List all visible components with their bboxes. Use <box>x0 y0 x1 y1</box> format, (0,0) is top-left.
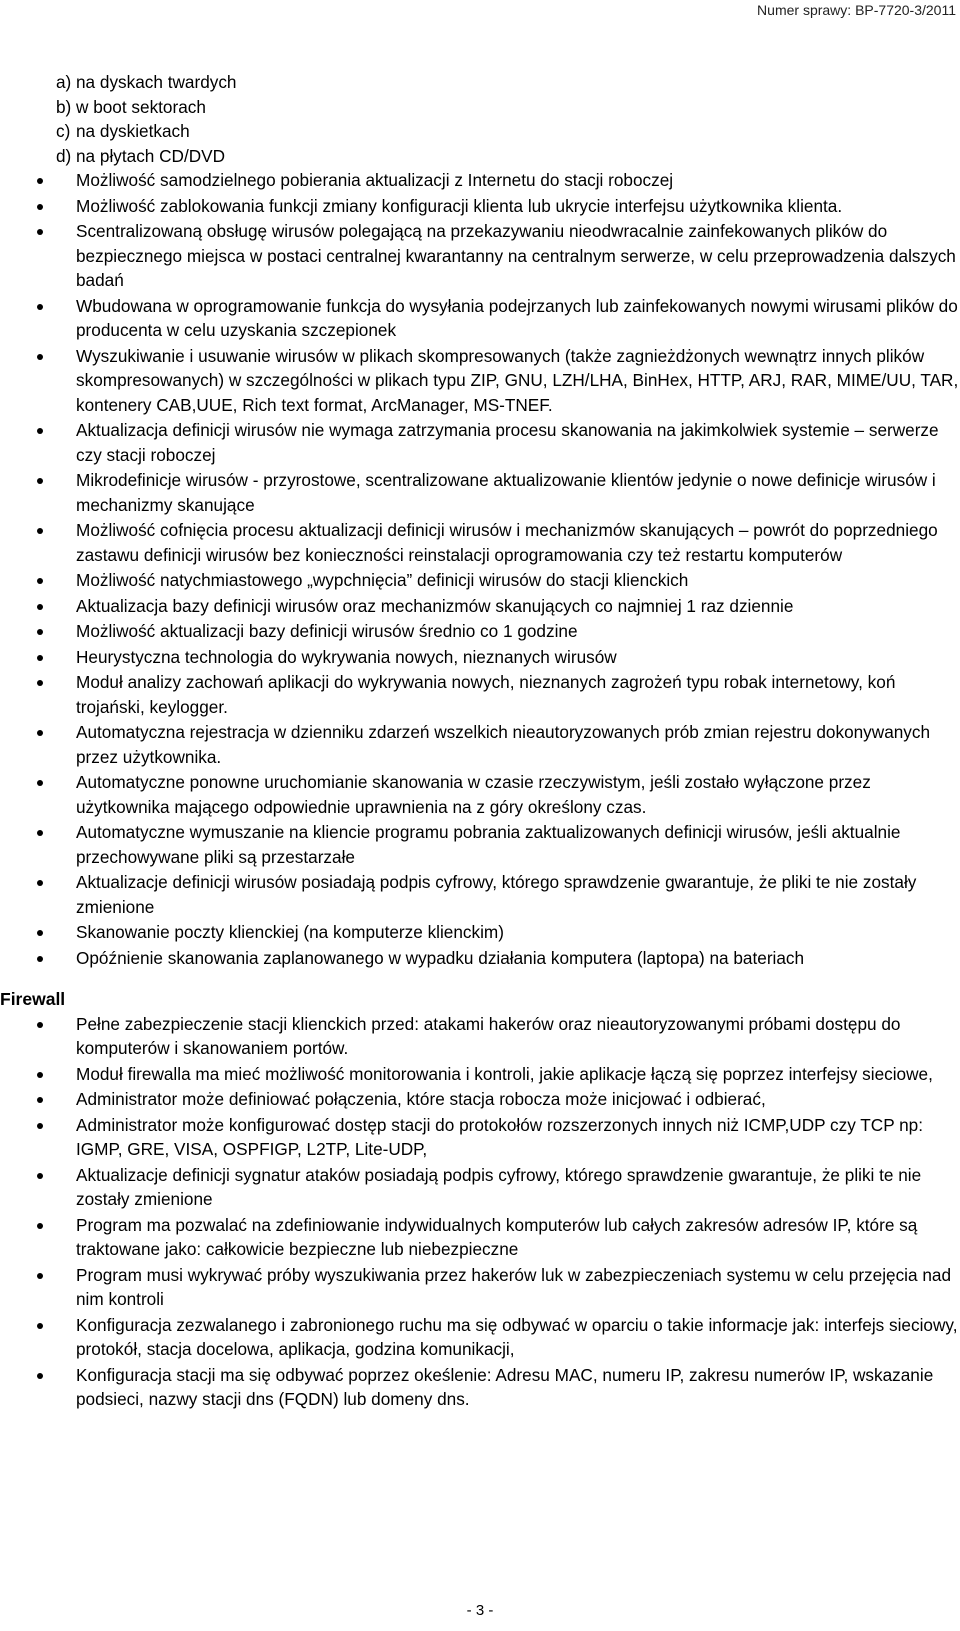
bullet-item <box>0 820 960 869</box>
bullet-text: Scentralizowaną obsługę wirusów polegającą na przekazywaniu nieodwracalnie zainfekowanych plików do bezpiecznego miejsca w postaci centralnej kwarantanny na centralnym serwerze, w celu przeprowadzenia dalszych badań <box>76 221 956 290</box>
bullet-item <box>0 1313 960 1362</box>
bullet-item <box>0 720 960 769</box>
bullet-dot-icon <box>37 1273 43 1279</box>
bullet-item <box>0 1363 960 1412</box>
list-letter: a) <box>56 72 72 92</box>
bullet-item <box>0 418 960 467</box>
storage-location-list <box>0 70 960 168</box>
bullet-text: Skanowanie poczty klienckiej (na komputerze klienckim) <box>76 922 504 942</box>
bullet-dot-icon <box>37 1097 43 1103</box>
bullet-dot-icon <box>37 730 43 736</box>
bullet-item <box>0 219 960 293</box>
bullet-text: Wbudowana w oprogramowanie funkcja do wysyłania podejrzanych lub zainfekowanych nowymi wirusami plików do producenta w celu uzyskania szczepionek <box>76 295 958 340</box>
bullet-dot-icon <box>37 956 43 962</box>
bullet-item <box>0 344 960 418</box>
bullet-dot-icon <box>37 178 43 184</box>
bullet-dot-icon <box>37 1123 43 1129</box>
bullet-text: Możliwość cofnięcia procesu aktualizacji definicji wirusów i mechanizmów skanujących – powrót do poprzedniego zastawu definicji wirusów bez konieczności reinstalacji oprogramowania czy też restartu komputerów <box>76 520 938 565</box>
bullet-text: Program musi wykrywać próby wyszukiwania przez hakerów luk w zabezpieczeniach systemu w celu przejęcia nad nim kontroli <box>76 1264 952 1309</box>
bullet-dot-icon <box>37 1373 43 1379</box>
bullet-item <box>0 518 960 567</box>
bullet-dot-icon <box>37 528 43 534</box>
bullet-text: Opóźnienie skanowania zaplanowanego w wypadku działania komputera (laptopa) na bateriach <box>76 947 805 968</box>
bullet-item <box>0 870 960 919</box>
bullet-dot-icon <box>37 1072 43 1078</box>
list-letter: b) <box>56 96 72 117</box>
bullet-dot-icon <box>37 1022 43 1028</box>
bullet-text: Moduł firewalla ma mieć możliwość monitorowania i kontroli, jakie aplikacje łączą się poprzez interfejsy sieciowe, <box>76 1063 933 1084</box>
bullet-item <box>0 468 960 517</box>
bullet-text: Automatyczna rejestracja w dzienniku zdarzeń wszelkich nieautoryzowanych prób zmian rejestru dokonywanych przez użytkownika. <box>76 722 931 767</box>
bullet-dot-icon <box>37 354 43 360</box>
bullet-text: Możliwość samodzielnego pobierania aktualizacji z Internetu do stacji roboczej <box>76 170 674 190</box>
bullet-text: Automatyczne ponowne uruchomianie skanowania w czasie rzeczywistym, jeśli zostało wyłączone przez użytkownika mającego odpowiednie uprawnienia na z góry określony czas. <box>76 772 871 817</box>
section-title-firewall: Firewall <box>0 989 66 1009</box>
bullet-dot-icon <box>37 229 43 235</box>
bullet-text: Heurystyczna technologia do wykrywania nowych, nieznanych wirusów <box>76 646 617 667</box>
bullet-item <box>0 1163 960 1212</box>
bullet-text: Konfiguracja zezwalanego i zabronionego ruchu ma się odbywać w oparciu o takie informacje jak: interfejs sieciowy, protokół, stacja docelowa, aplikacja, godzina komunikacji, <box>76 1314 958 1359</box>
bullet-item <box>0 1213 960 1262</box>
list-item-text: w boot sektorach <box>76 96 206 117</box>
list-item <box>0 95 960 120</box>
bullet-item <box>0 1263 960 1312</box>
list-item-text: na dyskietkach <box>76 121 190 141</box>
bullet-text: Administrator może konfigurować dostęp stacji do protokołów rozszerzonych innych niż ICMP,UDP czy TCP np: IGMP, GRE, VISA, OSPFIGP, L2TP, Lite-UDP, <box>76 1114 924 1159</box>
bullet-dot-icon <box>37 604 43 610</box>
bullet-item <box>0 294 960 343</box>
bullet-dot-icon <box>37 655 43 661</box>
case-number-header: Numer sprawy: BP-7720-3/2011 <box>757 2 956 18</box>
bullet-text: Wyszukiwanie i usuwanie wirusów w plikach skompresowanych (także zagnieżdżonych wewnątrz innych plików skompresowanych) w szczególności w plikach typu ZIP, GNU, LZH/LHA, BinHex, HTTP, ARJ, RAR, MIME/UU, TAR, kontenery CAB,UUE, Rich text format, ArcManager, MS-TNEF. <box>76 345 959 415</box>
list-item-text: na płytach CD/DVD <box>76 145 226 166</box>
bullet-text: Konfiguracja stacji ma się odbywać poprzez okeślenie: Adresu MAC, numeru IP, zakresu numerów IP, wskazanie podsieci, nazwy stacji dns (FQDN) lub domeny dns. <box>76 1364 934 1409</box>
bullet-item <box>0 594 960 619</box>
page-number: - 3 - <box>466 1602 494 1619</box>
bullet-dot-icon <box>37 1223 43 1229</box>
bullet-item <box>0 1062 960 1087</box>
bullet-dot-icon <box>37 1323 43 1329</box>
bullet-item <box>0 645 960 670</box>
bullet-text: Możliwość zablokowania funkcji zmiany konfiguracji klienta lub ukrycie interfejsu użytkownika klienta. <box>76 195 843 216</box>
bullet-item <box>0 1012 960 1061</box>
bullet-dot-icon <box>37 930 43 936</box>
bullet-text: Aktualizacja definicji wirusów nie wymaga zatrzymania procesu skanowania na jakimkolwiek systemie – serwerze czy stacji roboczej <box>76 420 939 465</box>
list-item <box>0 70 960 95</box>
list-item-text: na dyskach twardych <box>76 72 237 92</box>
bullet-item <box>0 194 960 219</box>
bullet-dot-icon <box>37 629 43 635</box>
bullet-item <box>0 1087 960 1112</box>
bullet-item <box>0 168 960 193</box>
bullet-text: Automatyczne wymuszanie na kliencie programu pobrania zaktualizowanych definicji wirusów, jeśli aktualnie przechowywane pliki są przestarzałe <box>76 822 901 867</box>
firewall-requirements-list <box>0 1012 960 1412</box>
bullet-dot-icon <box>37 428 43 434</box>
bullet-dot-icon <box>37 830 43 836</box>
bullet-item <box>0 946 960 971</box>
bullet-dot-icon <box>37 680 43 686</box>
list-letter: c) <box>56 121 71 141</box>
bullet-item <box>0 770 960 819</box>
bullet-item <box>0 670 960 719</box>
bullet-text: Możliwość aktualizacji bazy definicji wirusów średnio co 1 godzine <box>76 621 578 641</box>
antivirus-requirements-list <box>0 168 960 970</box>
bullet-text: Aktualizacja bazy definicji wirusów oraz mechanizmów skanujących co najmniej 1 raz dziennie <box>76 595 794 616</box>
bullet-text: Aktualizacje definicji wirusów posiadają podpis cyfrowy, którego sprawdzenie gwarantuje, że pliki te nie zostały zmienione <box>76 872 917 917</box>
bullet-item <box>0 619 960 644</box>
bullet-text: Możliwość natychmiastowego „wypchnięcia” definicji wirusów do stacji klienckich <box>76 570 689 590</box>
bullet-text: Aktualizacje definicji sygnatur ataków posiadają podpis cyfrowy, którego sprawdzenie gwarantuje, że pliki te nie zostały zmienione <box>76 1164 922 1209</box>
bullet-dot-icon <box>37 578 43 584</box>
bullet-text: Administrator może definiować połączenia, które stacja robocza może inicjować i odbierać, <box>76 1089 766 1109</box>
bullet-dot-icon <box>37 304 43 310</box>
document-body <box>0 70 960 1413</box>
bullet-dot-icon <box>37 204 43 210</box>
list-letter: d) <box>56 145 72 166</box>
list-item <box>0 119 960 144</box>
bullet-dot-icon <box>37 478 43 484</box>
list-item <box>0 144 960 169</box>
bullet-text: Program ma pozwalać na zdefiniowanie indywidualnych komputerów lub całych zakresów adresów IP, które są traktowane jako: całkowicie bezpieczne lub niebezpieczne <box>76 1214 918 1259</box>
bullet-item <box>0 1113 960 1162</box>
bullet-text: Pełne zabezpieczenie stacji klienckich przed: atakami hakerów oraz nieautoryzowanymi próbami dostępu do komputerów i skanowaniem portów. <box>76 1013 901 1058</box>
bullet-item <box>0 568 960 593</box>
bullet-text: Mikrodefinicje wirusów - przyrostowe, scentralizowane aktualizowanie klientów jedynie o nowe definicje wirusów i mechanizmy skanujące <box>76 470 936 515</box>
bullet-item <box>0 920 960 945</box>
bullet-dot-icon <box>37 880 43 886</box>
bullet-text: Moduł analizy zachowań aplikacji do wykrywania nowych, nieznanych zagrożeń typu robak internetowy, koń trojański, keylogger. <box>76 672 896 717</box>
bullet-dot-icon <box>37 780 43 786</box>
bullet-dot-icon <box>37 1173 43 1179</box>
